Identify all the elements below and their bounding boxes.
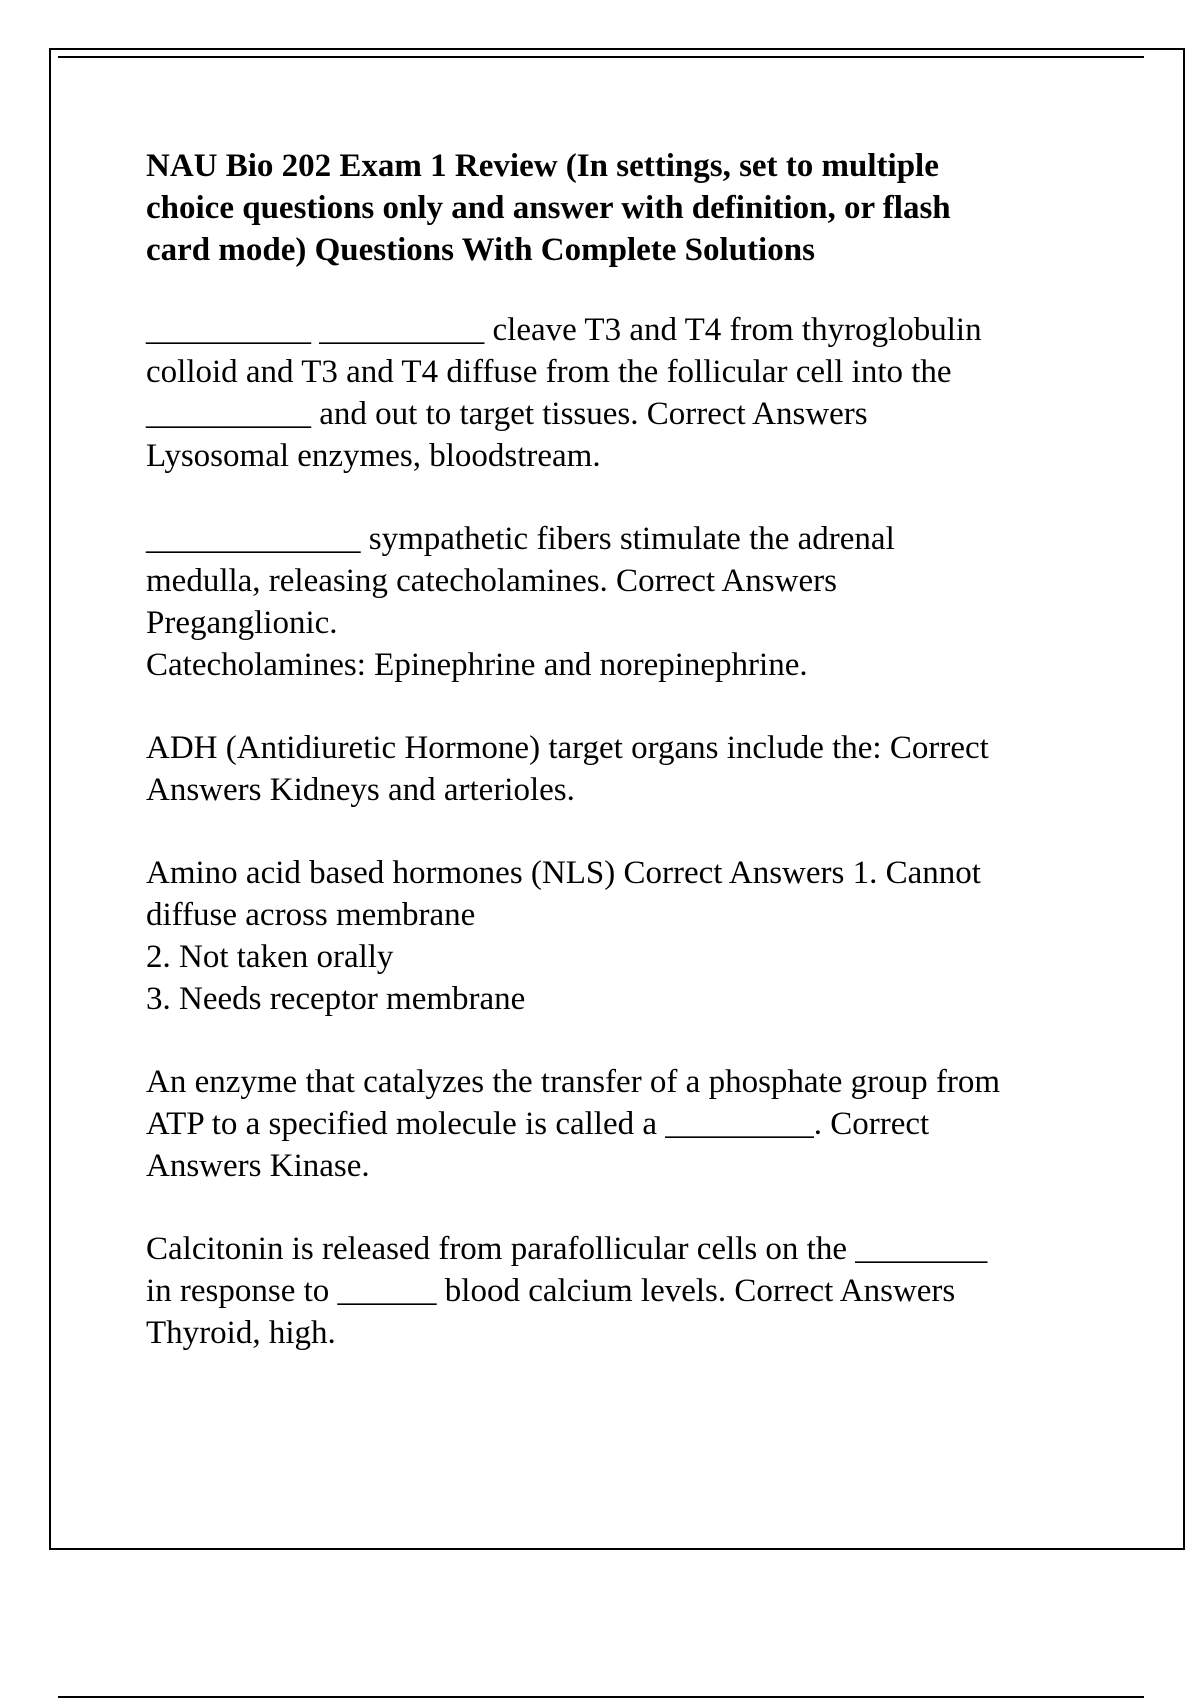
document-body <box>146 145 1106 1395</box>
qa-item-adh-targets: ADH (Antidiuretic Hormone) target organs include the: Correct Answers Kidneys and arterioles. <box>146 730 989 808</box>
qa-item-kinase: An enzyme that catalyzes the transfer of a phosphate group from ATP to a specified molecule is called a _________. Correct Answers Kinase. <box>146 1064 1001 1184</box>
qa-item-thyroid-hormone-release: __________ __________ cleave T3 and T4 from thyroglobulin colloid and T3 and T4 diffuse from the follicular cell into the __________ and out to target tissues. Correct Answers Lysosomal enzymes, bloodstream. <box>146 312 982 474</box>
document-title: NAU Bio 202 Exam 1 Review (In settings, set to multiple choice questions only and answer with definition, or flash card mode) Questions With Complete Solutions <box>146 148 951 268</box>
qa-item-amino-acid-hormones: Amino acid based hormones (NLS) Correct Answers 1. Cannot diffuse across membrane 2. Not taken orally 3. Needs receptor membrane <box>146 855 981 1017</box>
qa-item-calcitonin: Calcitonin is released from parafollicular cells on the ________ in response to ______ blood calcium levels. Correct Answers Thyroid, high. <box>146 1231 988 1351</box>
footer-rule <box>58 1696 1144 1698</box>
qa-item-adrenal-medulla: _____________ sympathetic fibers stimulate the adrenal medulla, releasing catecholamines. Correct Answers Preganglionic. Catecholamines: Epinephrine and norepinephrine. <box>146 521 895 683</box>
